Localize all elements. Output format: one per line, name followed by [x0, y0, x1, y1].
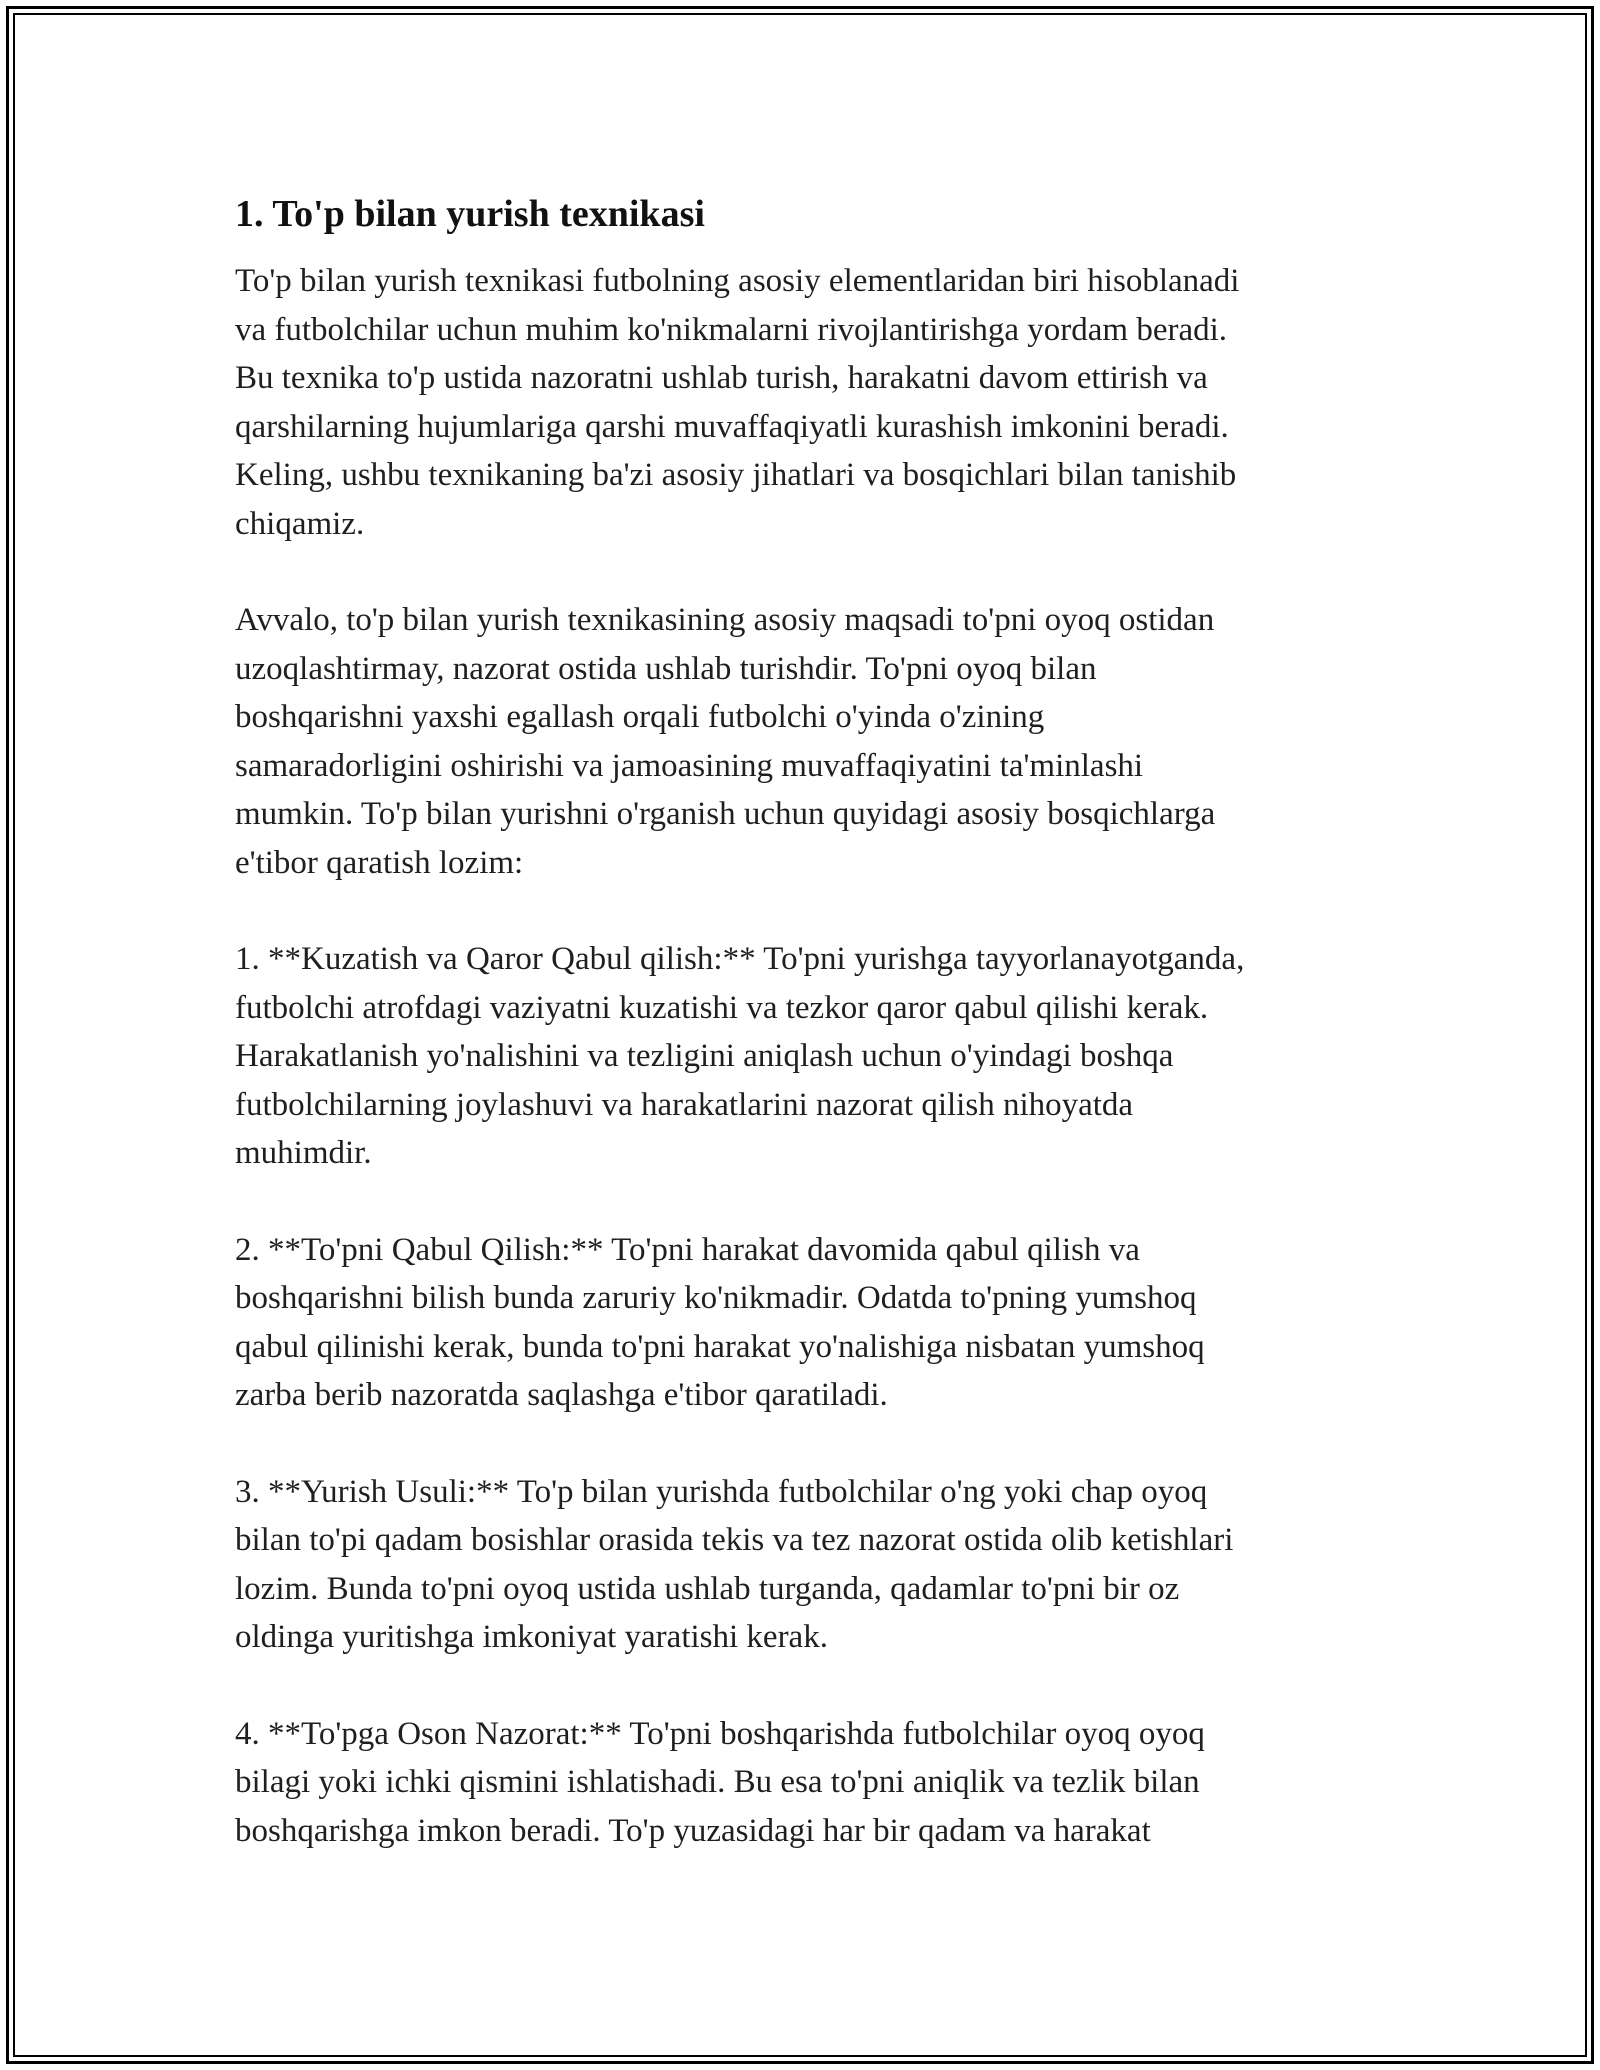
list-item-3: 3. **Yurish Usuli:** To'p bilan yurishda futbolchilar o'ng yoki chap oyoq bilan to'pi qadam bosishlar orasida tekis va tez nazorat ostida olib ketishlari lozim. Bunda to'pni oyoq ustida ushlab turganda, qadamlar to'pni bir oz oldinga yuritishga imkoniyat yaratishi kerak. [235, 1473, 1234, 1655]
list-item-4: 4. **To'pga Oson Nazorat:** To'pni boshqarishda futbolchilar oyoq oyoq bilagi yoki ichki qismini ishlatishadi. Bu esa to'pni aniqlik va tezlik bilan boshqarishga imkon beradi. To'p yuzasidagi har bir qadam va harakat [235, 1715, 1205, 1849]
paragraph-intro: To'p bilan yurish texnikasi futbolning asosiy elementlaridan biri hisoblanadi va futbolchilar uchun muhim ko'nikmalarni rivojlantirishga yordam beradi. Bu texnika to'p ustida nazoratni ushlab turish, harakatni davom ettirish va qarshilarning hujumlariga qarshi muvaffaqiyatli kurashish imkonini beradi. Keling, ushbu texnikaning ba'zi asosiy jihatlari va bosqichlari bilan tanishib chiqamiz. [235, 263, 1240, 542]
document-body [235, 187, 1395, 1855]
section-title: 1. To'p bilan yurish texnikasi [235, 193, 705, 235]
list-item-1: 1. **Kuzatish va Qaror Qabul qilish:** To'pni yurishga tayyorlanayotganda, futbolchi atrofdagi vaziyatni kuzatishi va tezkor qaror qabul qilishi kerak. Harakatlanish yo'nalishini va tezligini aniqlash uchun o'yindagi boshqa futbolchilarning joylashuvi va harakatlarini nazorat qilish nihoyatda muhimdir. [235, 941, 1245, 1171]
paragraph-goal: Avvalo, to'p bilan yurish texnikasining asosiy maqsadi to'pni oyoq ostidan uzoqlashtirmay, nazorat ostida ushlab turishdir. To'pni oyoq bilan boshqarishni yaxshi egallash orqali futbolchi o'yinda o'zining samaradorligini oshirishi va jamoasining muvaffaqiyatini ta'minlashi mumkin. To'p bilan yurishni o'rganish uchun quyidagi asosiy bosqichlarga e'tibor qaratish lozim: [235, 602, 1216, 881]
list-item-2: 2. **To'pni Qabul Qilish:** To'pni harakat davomida qabul qilish va boshqarishni bilish bunda zaruriy ko'nikmadir. Odatda to'pning yumshoq qabul qilinishi kerak, bunda to'pni harakat yo'nalishiga nisbatan yumshoq zarba berib nazoratda saqlashga e'tibor qaratiladi. [235, 1231, 1205, 1413]
